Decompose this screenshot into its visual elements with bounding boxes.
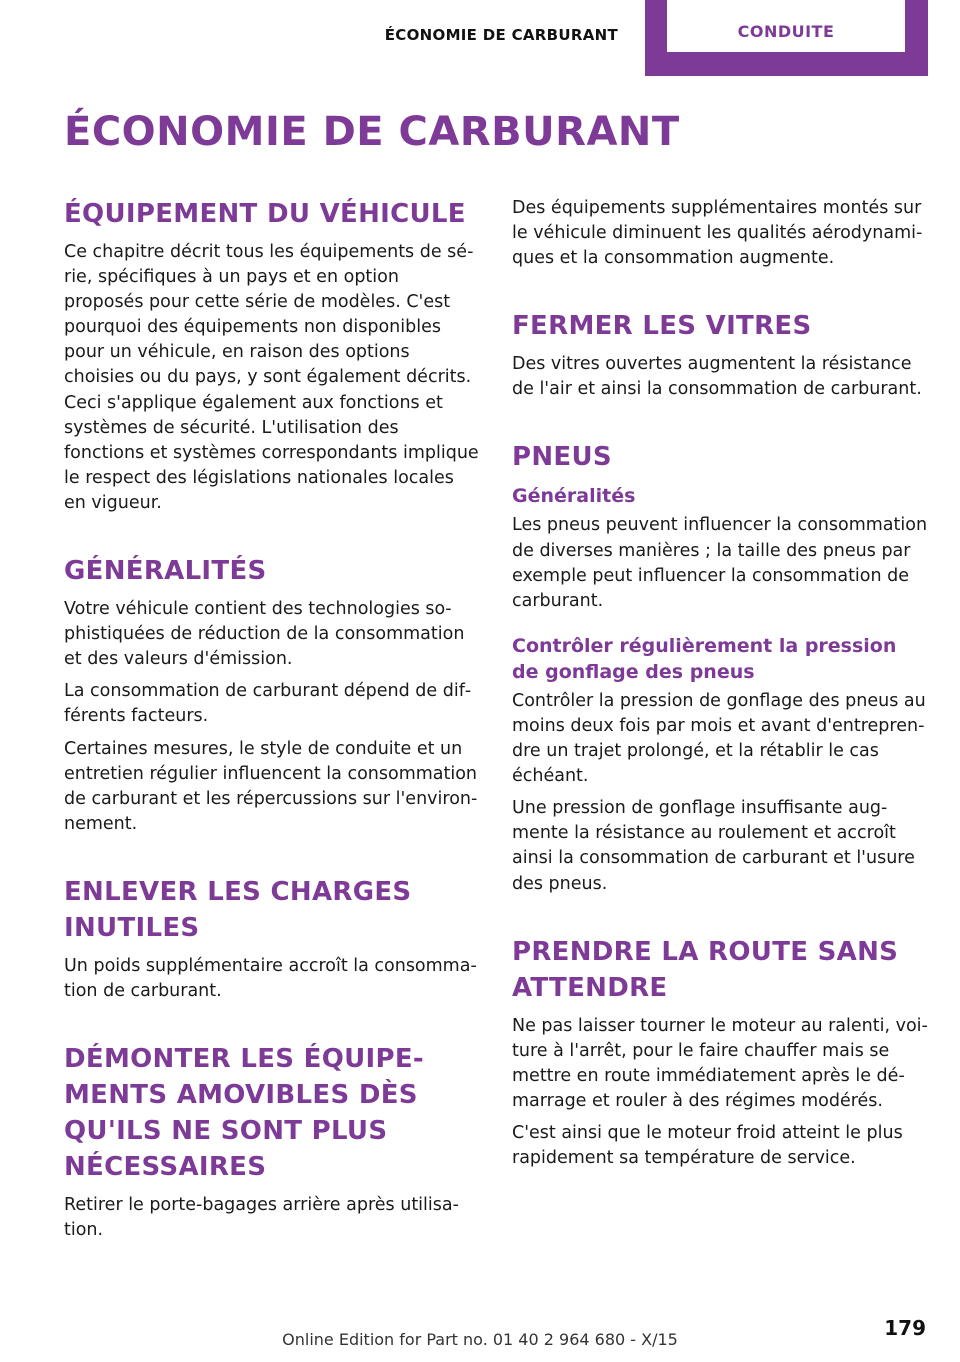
section-title-charges: ENLEVER LES CHARGES INUTILES	[64, 876, 412, 943]
section-title-vitres: FERMER LES VITRES	[512, 311, 812, 342]
subsection-title-generalites: Généralités	[512, 485, 636, 508]
paragraph: La consommation de carburant dépend de différents facteurs.	[64, 681, 472, 727]
chapter-tab-label: CONDUITE	[667, 0, 905, 52]
footer-edition: Online Edition for Part no. 01 40 2 964 680 - X/15	[282, 1330, 678, 1349]
paragraph: Votre véhicule contient des technologies sophistiquées de réduction de la consommation et des valeurs d'émission.	[64, 599, 465, 670]
chapter-tab	[645, 0, 928, 76]
section-title-route: PRENDRE LA ROUTE SANS ATTENDRE	[512, 936, 899, 1003]
section-title-pneus: PNEUS	[512, 442, 612, 473]
section-title-demonter: DÉMONTER LES ÉQUIPEMENTS AMOVIBLES DÈS QU'ILS NE SONT PLUS NÉCESSAIRES	[64, 1044, 424, 1183]
section-title-equipement: ÉQUIPEMENT DU VÉHICULE	[64, 199, 466, 229]
paragraph: Un poids supplémentaire accroît la consommation de carburant.	[64, 955, 477, 1001]
paragraph: C'est ainsi que le moteur froid atteint le plus rapidement sa température de service.	[512, 1122, 903, 1169]
paragraph: Retirer le porte-bagages arrière après utilisation.	[64, 1195, 459, 1241]
paragraph: Contrôler la pression de gonflage des pneus au moins deux fois par mois et avant d'entreprendre un trajet prolongé, et la rétablir le cas échéant.	[512, 690, 926, 787]
paragraph: Les pneus peuvent influencer la consommation de diverses manières ; la taille des pneus par exemple peut influencer la consommation de carburant.	[512, 515, 928, 611]
paragraph: Ne pas laisser tourner le moteur au ralenti, voiture à l'arrêt, pour le faire chauffer mais se mettre en route immédiatement après le démarrage et rouler à des régimes modérés.	[512, 1015, 928, 1111]
paragraph: Une pression de gonflage insuffisante augmente la résistance au roulement et accroît ainsi la consommation de carburant et l'usure des pneus.	[512, 798, 915, 894]
paragraph: Ce chapitre décrit tous les équipements de série, spécifiques à un pays et en option proposés pour cette série de modèles. C'est pourquoi des équipements non disponibles pour un véhicule, en raison des options choisies ou du pays, y sont également décrits. Ceci s'applique également aux fonctions et systèmes de sécurité. L'utilisation des fonctions et systèmes correspondants implique le respect des législations nationales locales en vigueur.	[64, 242, 479, 513]
paragraph: Des équipements supplémentaires montés sur le véhicule diminuent les qualités aérodynamiques et la consommation augmente.	[512, 198, 923, 269]
header-section-title: ÉCONOMIE DE CARBURANT	[384, 26, 618, 44]
page-title: ÉCONOMIE DE CARBURANT	[64, 109, 680, 155]
subsection-title-pression: Contrôler régulièrement la pression de gonflage des pneus	[512, 634, 897, 683]
section-title-generalites: GÉNÉRALITÉS	[64, 556, 267, 587]
page-number: 179	[884, 1316, 926, 1340]
paragraph: Des vitres ouvertes augmentent la résistance de l'air et ainsi la consommation de carburant.	[512, 354, 922, 400]
left-column	[64, 196, 480, 1250]
paragraph: Certaines mesures, le style de conduite et un entretien régulier influencent la consommation de carburant et les répercussions sur l'environnement.	[64, 738, 478, 834]
right-column	[512, 196, 928, 1178]
